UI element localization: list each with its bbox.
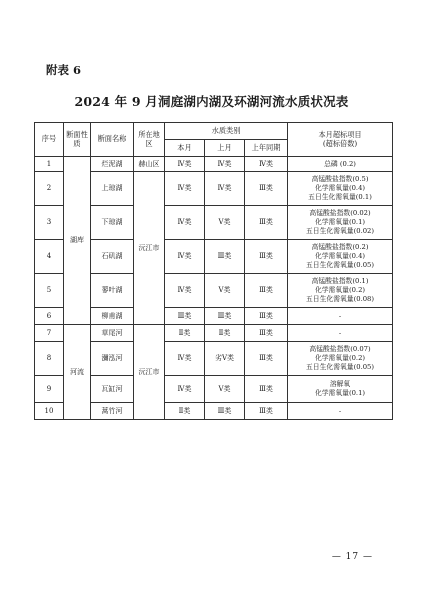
exceed-item: 化学需氧量(0.2) bbox=[314, 286, 366, 295]
last-year-cell: Ⅳ类 bbox=[245, 157, 288, 172]
seq-cell: 2 bbox=[35, 172, 64, 206]
exceed-cell bbox=[288, 342, 393, 376]
seq-cell: 4 bbox=[35, 240, 64, 274]
section-type-river: 河流 bbox=[64, 325, 91, 420]
last-year-cell: Ⅲ类 bbox=[245, 240, 288, 274]
seq-cell: 5 bbox=[35, 274, 64, 308]
page-number: — 17 — bbox=[331, 552, 373, 562]
last-month-cell: Ⅱ类 bbox=[205, 325, 245, 342]
section-name-cell: 下琼湖 bbox=[91, 206, 134, 240]
last-month-cell: Ⅲ类 bbox=[205, 403, 245, 420]
exceed-cell bbox=[288, 206, 393, 240]
table-row bbox=[35, 157, 393, 172]
this-month-cell: Ⅳ类 bbox=[165, 157, 205, 172]
header-exceed bbox=[288, 123, 393, 157]
this-month-cell: Ⅳ类 bbox=[165, 172, 205, 206]
section-name-cell: 蒿竹河 bbox=[91, 403, 134, 420]
exceed-item: 五日生化需氧量(0.05) bbox=[306, 260, 375, 269]
water-quality-table bbox=[34, 122, 393, 420]
header-last-year: 上年同期 bbox=[245, 140, 288, 157]
last-month-cell: Ⅳ类 bbox=[205, 172, 245, 206]
seq-cell: 7 bbox=[35, 325, 64, 342]
exceed-cell bbox=[288, 308, 393, 325]
exceed-item: 总磷 (0.2) bbox=[324, 159, 356, 168]
district-heshan: 赫山区 bbox=[134, 157, 165, 172]
section-name-cell: 蓼叶湖 bbox=[91, 274, 134, 308]
header-last-month: 上月 bbox=[205, 140, 245, 157]
exceed-item: 五日生化需氧量(0.05) bbox=[306, 362, 375, 371]
this-month-cell: Ⅳ类 bbox=[165, 376, 205, 403]
section-name-cell: 柳甫湖 bbox=[91, 308, 134, 325]
last-month-cell: Ⅴ类 bbox=[205, 206, 245, 240]
section-name-cell: 烂泥湖 bbox=[91, 157, 134, 172]
last-year-cell: Ⅲ类 bbox=[245, 403, 288, 420]
exceed-cell bbox=[288, 274, 393, 308]
exceed-cell bbox=[288, 157, 393, 172]
exceed-item: 化学需氧量(0.4) bbox=[314, 184, 366, 193]
exceed-item: 高锰酸盐指数(0.2) bbox=[311, 243, 369, 252]
section-name-cell: 上琼湖 bbox=[91, 172, 134, 206]
header-section-type: 断面性质 bbox=[64, 123, 91, 157]
district-yuanjiang: 沅江市 bbox=[134, 325, 165, 420]
this-month-cell: Ⅱ类 bbox=[165, 325, 205, 342]
district-yuanjiang: 沅江市 bbox=[134, 172, 165, 325]
this-month-cell: Ⅳ类 bbox=[165, 274, 205, 308]
exceed-item: 高锰酸盐指数(0.02) bbox=[309, 209, 371, 218]
seq-cell: 6 bbox=[35, 308, 64, 325]
header-seq: 序号 bbox=[35, 123, 64, 157]
header-section-name: 断面名称 bbox=[91, 123, 134, 157]
header-this-month: 本月 bbox=[165, 140, 205, 157]
header-quality-group: 水质类别 bbox=[165, 123, 288, 140]
exceed-item: 高锰酸盐指数(0.07) bbox=[309, 345, 371, 354]
this-month-cell: Ⅲ类 bbox=[165, 308, 205, 325]
last-year-cell: Ⅲ类 bbox=[245, 342, 288, 376]
section-name-cell: 瓦缸河 bbox=[91, 376, 134, 403]
exceed-item: 化学需氧量(0.1) bbox=[314, 218, 366, 227]
attachment-label: 附表 6 bbox=[46, 63, 82, 77]
exceed-cell bbox=[288, 172, 393, 206]
exceed-item: 高锰酸盐指数(0.5) bbox=[311, 175, 369, 184]
exceed-item: 五日生化需氧量(0.08) bbox=[306, 294, 375, 303]
table-title: 2024 年 9 月洞庭湖内湖及环湖河流水质状况表 bbox=[74, 94, 349, 109]
seq-cell: 8 bbox=[35, 342, 64, 376]
exceed-item: - bbox=[338, 406, 342, 415]
header-district: 所在地区 bbox=[134, 123, 165, 157]
last-year-cell: Ⅲ类 bbox=[245, 325, 288, 342]
last-month-cell: Ⅳ类 bbox=[205, 157, 245, 172]
last-year-cell: Ⅲ类 bbox=[245, 206, 288, 240]
last-month-cell: 劣Ⅴ类 bbox=[205, 342, 245, 376]
seq-cell: 9 bbox=[35, 376, 64, 403]
table-row bbox=[35, 325, 393, 342]
header-exceed-sub: (超标倍数) bbox=[322, 138, 358, 148]
seq-cell: 3 bbox=[35, 206, 64, 240]
exceed-cell bbox=[288, 376, 393, 403]
header-exceed-title: 本月超标项目 bbox=[318, 129, 362, 139]
this-month-cell: Ⅳ类 bbox=[165, 342, 205, 376]
exceed-item: 五日生化需氧量(0.02) bbox=[306, 226, 375, 235]
exceed-item: 化学需氧量(0.2) bbox=[314, 354, 366, 363]
last-year-cell: Ⅲ类 bbox=[245, 172, 288, 206]
exceed-item: 五日生化需氧量(0.1) bbox=[308, 192, 372, 201]
this-month-cell: Ⅱ类 bbox=[165, 403, 205, 420]
exceed-item: 高锰酸盐指数(0.1) bbox=[311, 277, 369, 286]
this-month-cell: Ⅳ类 bbox=[165, 206, 205, 240]
seq-cell: 1 bbox=[35, 157, 64, 172]
last-month-cell: Ⅴ类 bbox=[205, 376, 245, 403]
seq-cell: 10 bbox=[35, 403, 64, 420]
exceed-cell bbox=[288, 403, 393, 420]
last-month-cell: Ⅲ类 bbox=[205, 308, 245, 325]
section-name-cell: 石矶湖 bbox=[91, 240, 134, 274]
exceed-item: - bbox=[338, 328, 342, 337]
exceed-cell bbox=[288, 240, 393, 274]
exceed-item: - bbox=[338, 311, 342, 320]
last-year-cell: Ⅲ类 bbox=[245, 274, 288, 308]
exceed-item: 化学需氧量(0.1) bbox=[314, 389, 366, 397]
section-name-cell: 瀰泓河 bbox=[91, 342, 134, 376]
this-month-cell: Ⅳ类 bbox=[165, 240, 205, 274]
section-type-lake: 湖库 bbox=[64, 157, 91, 325]
last-month-cell: Ⅴ类 bbox=[205, 274, 245, 308]
last-month-cell: Ⅲ类 bbox=[205, 240, 245, 274]
section-name-cell: 草尾河 bbox=[91, 325, 134, 342]
exceed-item: 化学需氧量(0.4) bbox=[314, 252, 366, 261]
last-year-cell: Ⅲ类 bbox=[245, 308, 288, 325]
exceed-item: 溶解氧 bbox=[329, 380, 351, 389]
exceed-cell bbox=[288, 325, 393, 342]
last-year-cell: Ⅲ类 bbox=[245, 376, 288, 403]
